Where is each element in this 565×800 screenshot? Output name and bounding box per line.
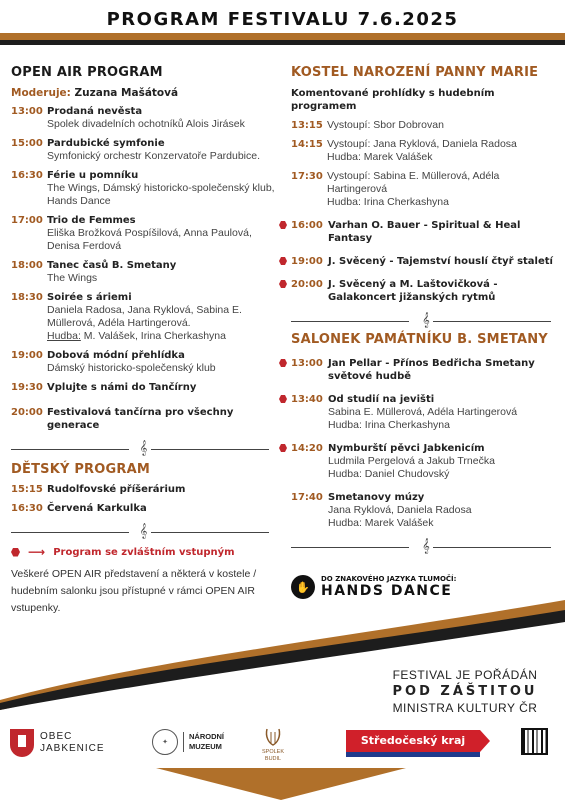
music-label: Hudba: xyxy=(328,468,362,480)
event-time: 16:30 xyxy=(11,503,43,514)
music-names: Daniel Chudovský xyxy=(364,468,450,480)
church-subhead: Komentované prohlídky s hudebním programem xyxy=(291,88,495,112)
event-name: Prodaná nevěsta xyxy=(47,106,143,117)
event-body xyxy=(328,357,561,383)
hexagon-icon xyxy=(279,280,287,288)
partner-logos xyxy=(0,725,565,765)
stredocesky-kraj-logo xyxy=(346,730,480,752)
event-time: 13:00 xyxy=(291,358,323,369)
event-time: 19:00 xyxy=(11,350,43,361)
event-name: Festivalová tančírna pro všechny generace xyxy=(47,407,234,431)
divider xyxy=(11,440,276,458)
header-band-brown xyxy=(0,33,565,40)
hexagon-icon xyxy=(279,359,287,367)
tour-performers: Vystoupí: Jana Ryklová, Daniela Radosa xyxy=(327,138,517,150)
museum-seal-icon: ✦ xyxy=(152,729,178,755)
page-title: PROGRAM FESTIVALU 7.6.2025 xyxy=(106,9,459,30)
legend-label: Program se zvláštním vstupným xyxy=(53,546,235,558)
qr-code-icon[interactable] xyxy=(521,728,548,755)
header-band-dark xyxy=(0,40,565,45)
music-label: Hudba: xyxy=(327,196,361,208)
divider xyxy=(11,523,276,541)
hexagon-icon xyxy=(11,548,20,557)
music-names: Irina Cherkashyna xyxy=(364,419,450,431)
music-names: Irina Cherkashyna xyxy=(363,196,449,208)
qr-code[interactable] xyxy=(521,728,548,755)
music-label: Hudba: xyxy=(328,419,362,431)
event-music xyxy=(328,468,495,481)
event-name: Červená Karkulka xyxy=(47,503,147,514)
event-name: J. Svěcený a M. Laštovičková - Galakoncert jižanských rytmů xyxy=(328,279,498,303)
event-music xyxy=(328,419,517,432)
tour-music xyxy=(327,196,561,209)
sign-language-info xyxy=(291,575,456,599)
event-performers: Spolek divadelních ochotníků Alois Jirásek xyxy=(47,118,245,130)
tour-time: 13:15 xyxy=(291,120,323,131)
event-music xyxy=(328,517,472,530)
open-air-events xyxy=(11,105,276,432)
treble-clef-icon: 𝄞 xyxy=(139,524,148,539)
event-body xyxy=(47,214,276,253)
event-row xyxy=(11,214,276,253)
event-name: Trio de Femmes xyxy=(47,215,136,226)
patron-line-1: FESTIVAL JE POŘÁDÁN xyxy=(392,668,538,682)
event-body xyxy=(47,406,276,432)
event-row xyxy=(11,406,276,432)
sign-language-label: DO ZNAKOVÉHO JAZYKA TLUMOČÍ: xyxy=(321,575,457,583)
music-names: Marek Valášek xyxy=(363,151,433,163)
special-price-legend xyxy=(11,545,276,559)
hexagon-icon xyxy=(279,444,287,452)
ticket-note: Veškeré OPEN AIR představení a některá v kostele / hudebním salonku jsou přístupné v rámci OPEN AIR vstupenky. xyxy=(11,568,257,614)
salon-heading: SALONEK PAMÁTNÍKU B. SMETANY xyxy=(291,332,548,347)
salon-event-row xyxy=(291,393,561,432)
treble-clef-icon: 𝄞 xyxy=(422,539,430,554)
tour-performers: Vystoupí: Sabina E. Müllerová, Adéla Hartingerová xyxy=(327,170,500,195)
nm-line-1: NÁRODNÍ xyxy=(189,732,224,741)
tour-music xyxy=(327,151,561,164)
event-body xyxy=(47,291,276,343)
event-body xyxy=(328,491,472,530)
patronage xyxy=(370,668,560,715)
event-performers: The Wings, Dámský historicko-společenský klub, Hands Dance xyxy=(47,182,275,207)
event-row xyxy=(11,381,276,394)
event-time: 17:40 xyxy=(291,492,323,503)
spolek-line-2: BUDIL xyxy=(264,756,282,762)
salon-event-row xyxy=(291,357,561,383)
event-row xyxy=(11,349,276,375)
kids-event-row xyxy=(11,483,276,496)
music-names: M. Valášek, Irina Cherkashyna xyxy=(83,330,226,342)
special-event-row xyxy=(291,219,561,245)
event-time: 16:00 xyxy=(291,220,323,231)
event-time: 17:00 xyxy=(11,215,43,226)
hexagon-icon xyxy=(279,395,287,403)
event-body xyxy=(47,259,276,285)
hands-dance-name: HANDS DANCE xyxy=(321,583,453,599)
event-performers: Dámský historicko-společenský klub xyxy=(47,362,216,374)
event-time: 20:00 xyxy=(291,279,323,290)
event-time: 16:30 xyxy=(11,170,43,181)
event-performers: Daniela Radosa, Jana Ryklová, Sabina E. Müllerová, Adéla Hartingerová. xyxy=(47,304,242,329)
divider xyxy=(291,538,561,556)
church-tours xyxy=(291,119,561,209)
narodni-muzeum-logo xyxy=(152,729,224,755)
event-performers: Eliška Brožková Pospíšilová, Anna Paulová, Denisa Ferdová xyxy=(47,227,252,252)
event-time: 15:15 xyxy=(11,484,43,495)
event-row xyxy=(11,105,276,131)
event-name: Soirée s áriemi xyxy=(47,292,132,303)
event-body xyxy=(47,502,276,515)
event-name: Nymburští pěvci Jabkenicím xyxy=(328,443,485,454)
bottom-arrow-decoration xyxy=(156,768,406,800)
event-body xyxy=(47,381,276,394)
event-performers: Jana Ryklová, Daniela Radosa xyxy=(328,504,472,516)
kraj-label: Středočeský kraj xyxy=(360,734,466,747)
tour-performers: Vystoupí: Sbor Dobrovan xyxy=(327,119,444,131)
open-air-heading: OPEN AIR PROGRAM xyxy=(11,65,163,80)
event-name: Férie u pomníku xyxy=(47,170,139,181)
event-name: Smetanovy múzy xyxy=(328,492,425,503)
tour-row xyxy=(291,138,561,164)
event-time: 18:00 xyxy=(11,260,43,271)
hexagon-icon xyxy=(279,257,287,265)
arrow-right-icon: ⟶ xyxy=(28,545,46,559)
tour-row xyxy=(291,170,561,209)
event-row xyxy=(11,169,276,208)
event-body xyxy=(47,137,276,163)
nm-line-2: MUZEUM xyxy=(189,742,222,751)
tour-body xyxy=(327,138,561,164)
event-name: Tanec časů B. Smetany xyxy=(47,260,177,271)
event-time: 18:30 xyxy=(11,292,43,303)
event-name: Jan Pellar - Přínos Bedřicha Smetany světové hudbě xyxy=(328,358,535,382)
event-performers: Ludmila Pergelová a Jakub Trnečka xyxy=(328,455,495,467)
event-time: 13:40 xyxy=(291,394,323,405)
event-body xyxy=(47,349,276,375)
event-name: Dobová módní přehlídka xyxy=(47,350,185,361)
music-label: Hudba: xyxy=(327,151,361,163)
treble-clef-icon: 𝄞 xyxy=(422,313,430,328)
event-time: 20:00 xyxy=(11,407,43,418)
tour-row xyxy=(291,119,561,132)
salon-event-row xyxy=(291,491,561,530)
special-event-row xyxy=(291,255,561,268)
event-performers: Sabina E. Müllerová, Adéla Hartingerová xyxy=(328,406,518,418)
music-label: Hudba: xyxy=(47,330,81,342)
event-performers: The Wings xyxy=(47,272,98,284)
obec-line-1: OBEC xyxy=(40,731,73,742)
moderator xyxy=(11,87,276,99)
event-performers: Symfonický orchestr Konzervatoře Pardubice. xyxy=(47,150,261,162)
hexagon-icon xyxy=(279,221,287,229)
event-body xyxy=(328,442,495,481)
event-body xyxy=(328,219,561,245)
patron-line-2: POD ZÁŠTITOU xyxy=(392,684,538,699)
event-name: Vplujte s námi do Tančírny xyxy=(47,382,197,393)
event-name: J. Svěcený - Tajemství houslí čtyř staletí xyxy=(328,256,553,267)
kids-heading: DĚTSKÝ PROGRAM xyxy=(11,462,150,477)
event-name: Od studií na jevišti xyxy=(328,394,435,405)
event-music xyxy=(47,330,276,343)
event-time: 19:00 xyxy=(291,256,323,267)
event-row xyxy=(11,259,276,285)
church-special-events xyxy=(291,219,561,304)
spolek-line-1: SPOLEK xyxy=(262,749,285,755)
left-column xyxy=(11,65,276,617)
kids-event-row xyxy=(11,502,276,515)
church-heading: KOSTEL NAROZENÍ PANNY MARIE xyxy=(291,65,539,80)
event-body xyxy=(328,393,517,432)
tour-time: 17:30 xyxy=(291,171,323,182)
music-label: Hudba: xyxy=(328,517,362,529)
event-body xyxy=(328,255,553,268)
tour-body xyxy=(327,170,561,209)
event-body xyxy=(47,105,276,131)
right-column xyxy=(291,65,561,556)
event-time: 13:00 xyxy=(11,106,43,117)
event-row xyxy=(11,137,276,163)
event-body xyxy=(47,169,276,208)
kids-events xyxy=(11,483,276,515)
event-time: 14:20 xyxy=(291,443,323,454)
divider xyxy=(291,312,561,330)
obec-jabkenice-logo xyxy=(10,729,105,757)
event-name: Rudolfovské příšerárium xyxy=(47,484,186,495)
music-names: Marek Valášek xyxy=(364,517,434,529)
event-row xyxy=(11,291,276,343)
tour-time: 14:15 xyxy=(291,139,323,150)
tour-body xyxy=(327,119,561,132)
spolek-budil-logo xyxy=(262,727,284,763)
event-body xyxy=(47,483,276,496)
event-body xyxy=(328,278,561,304)
salon-events xyxy=(291,357,561,530)
coat-of-arms-icon xyxy=(10,729,34,757)
lyre-icon xyxy=(263,727,283,749)
event-time: 15:00 xyxy=(11,138,43,149)
special-event-row xyxy=(291,278,561,304)
hands-dance-logo-icon: ✋ xyxy=(291,575,315,599)
obec-line-2: JABKENICE xyxy=(40,743,105,754)
event-name: Varhan O. Bauer - Spiritual & Heal Fantasy xyxy=(328,220,521,244)
treble-clef-icon: 𝄞 xyxy=(139,441,148,456)
moderator-name: Zuzana Mašátová xyxy=(74,87,179,99)
event-time: 19:30 xyxy=(11,382,43,393)
patron-line-3: MINISTRA KULTURY ČR xyxy=(392,701,538,715)
moderator-label: Moderuje: xyxy=(11,87,71,99)
salon-event-row xyxy=(291,442,561,481)
event-name: Pardubické symfonie xyxy=(47,138,165,149)
